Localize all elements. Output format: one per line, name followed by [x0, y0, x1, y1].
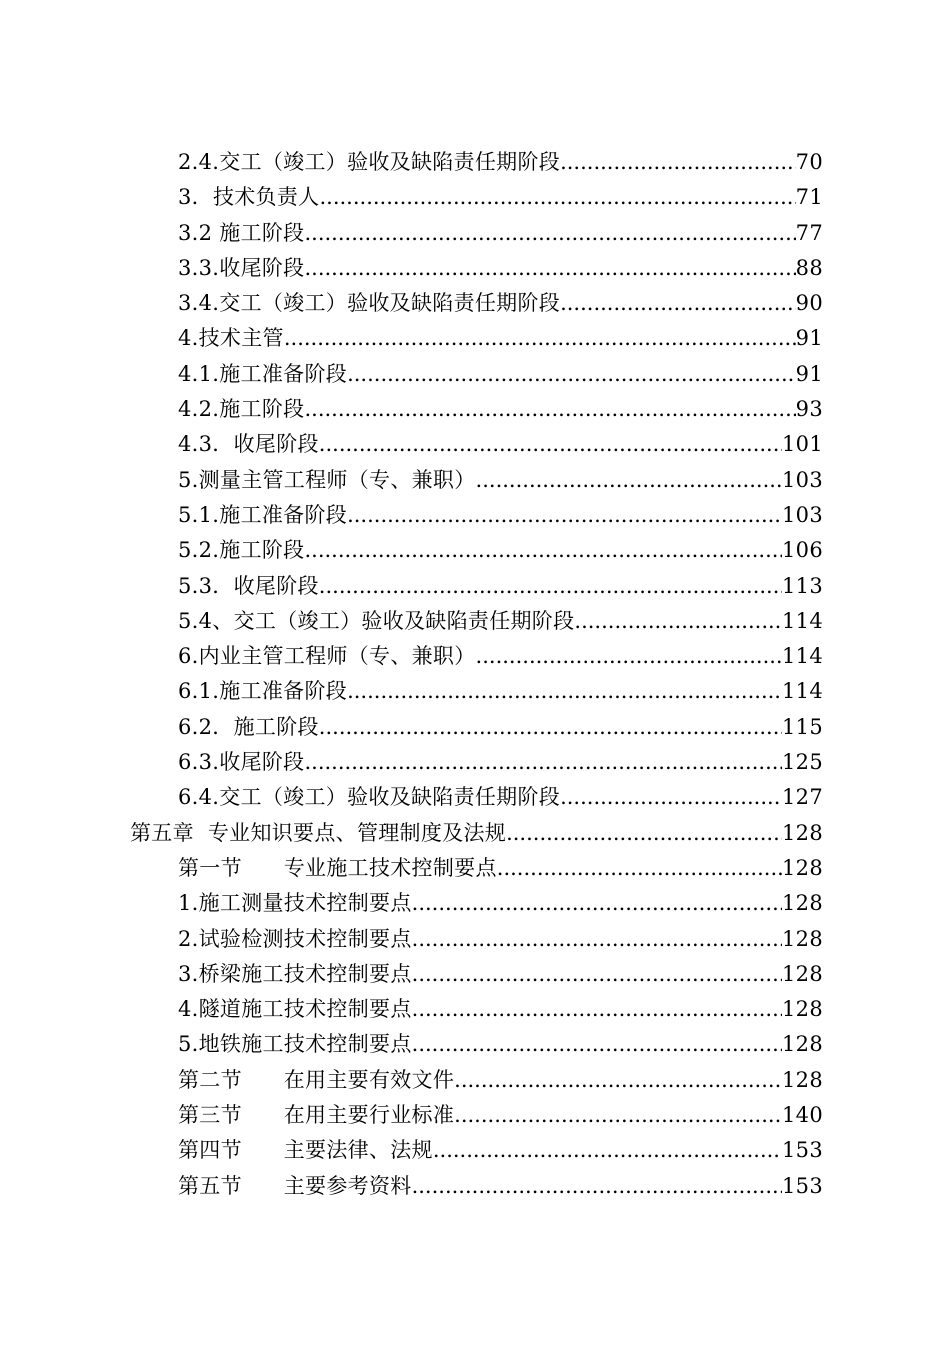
toc-entry-page: 127 [782, 785, 823, 810]
toc-entry-title: 6.4.交工（竣工）验收及缺陷责任期阶段 [178, 785, 561, 810]
toc-entry-page: 153 [782, 1138, 823, 1163]
toc-leader-dots [319, 427, 782, 462]
toc-entry[interactable] [0, 780, 823, 815]
toc-leader-dots [412, 886, 782, 921]
toc-entry-title: 第二节 在用主要有效文件 [178, 1067, 455, 1092]
toc-entry-page: 114 [782, 644, 823, 669]
toc-entry-title: 第一节 专业施工技术控制要点 [178, 855, 497, 880]
toc-entry-title: 5.测量主管工程师（专、兼职） [178, 467, 476, 492]
toc-entry-title: 4.3．收尾阶段 [178, 432, 319, 457]
toc-entry[interactable] [0, 180, 823, 215]
toc-leader-dots [412, 922, 782, 957]
toc-leader-dots [560, 145, 796, 180]
toc-leader-dots [347, 357, 796, 392]
toc-leader-dots [319, 710, 782, 745]
toc-leader-dots [412, 992, 782, 1027]
toc-leader-dots [476, 639, 782, 674]
toc-entry-title: 第四节 主要法律、法规 [178, 1138, 433, 1163]
toc-entry-page: 106 [782, 538, 823, 563]
toc-entry[interactable] [0, 357, 823, 392]
toc-entry-page: 153 [782, 1173, 823, 1198]
toc-entry-page: 91 [795, 326, 823, 351]
toc-leader-dots [574, 604, 782, 639]
toc-entry-page: 128 [782, 961, 823, 986]
toc-leader-dots [560, 286, 796, 321]
toc-entry[interactable] [0, 922, 823, 957]
toc-entry[interactable] [0, 427, 823, 462]
toc-entry-title: 3.2 施工阶段 [178, 220, 305, 245]
toc-entry-page: 71 [795, 185, 823, 210]
toc-entry-title: 6.内业主管工程师（专、兼职） [178, 644, 476, 669]
toc-entry-page: 128 [782, 855, 823, 880]
toc-leader-dots [304, 392, 795, 427]
toc-entry[interactable] [0, 886, 823, 921]
toc-entry-page: 128 [782, 891, 823, 916]
toc-entry-title: 第三节 在用主要行业标准 [178, 1103, 455, 1128]
toc-entry-page: 128 [782, 926, 823, 951]
toc-leader-dots [412, 1169, 782, 1204]
toc-leader-dots [319, 180, 795, 215]
toc-entry[interactable] [0, 1133, 823, 1168]
toc-entry-title: 3.桥梁施工技术控制要点 [178, 961, 412, 986]
toc-chapter-entry[interactable] [0, 816, 823, 851]
toc-entry-title: 5.4、交工（竣工）验收及缺陷责任期阶段 [178, 608, 575, 633]
toc-leader-dots [304, 216, 795, 251]
toc-leader-dots [476, 463, 782, 498]
toc-entry-title: 4.2.施工阶段 [178, 397, 305, 422]
toc-entry[interactable] [0, 710, 823, 745]
toc-entry-page: 88 [795, 255, 823, 280]
toc-leader-dots [433, 1133, 782, 1168]
toc-entry-page: 103 [782, 502, 823, 527]
toc-entry[interactable] [0, 1098, 823, 1133]
toc-entry[interactable] [0, 604, 823, 639]
toc-leader-dots [304, 745, 782, 780]
toc-entry[interactable] [0, 957, 823, 992]
toc-entry-title: 3.4.交工（竣工）验收及缺陷责任期阶段 [178, 291, 561, 316]
toc-entry-page: 70 [795, 150, 823, 174]
toc-entry-page: 128 [782, 820, 823, 845]
toc-entry[interactable] [0, 1169, 823, 1204]
toc-entry-title: 5.2.施工阶段 [178, 538, 305, 563]
toc-entry[interactable] [0, 745, 823, 780]
toc-entry[interactable] [0, 1027, 823, 1062]
toc-entry-page: 101 [782, 432, 823, 457]
toc-entry-page: 140 [782, 1103, 823, 1128]
toc-entry-page: 90 [795, 291, 823, 316]
toc-entry-title: 4.1.施工准备阶段 [178, 361, 348, 386]
toc-entry[interactable] [0, 498, 823, 533]
toc-entry-page: 91 [795, 361, 823, 386]
toc-entry-page: 128 [782, 1032, 823, 1057]
toc-entry-title: 2.4.交工（竣工）验收及缺陷责任期阶段 [178, 150, 561, 174]
toc-entry[interactable] [0, 851, 823, 886]
toc-entry-page: 125 [782, 750, 823, 775]
toc-entry[interactable] [0, 321, 823, 356]
toc-entry-page: 114 [782, 679, 823, 704]
toc-entry-title: 5.地铁施工技术控制要点 [178, 1032, 412, 1057]
toc-entry-title: 4.隧道施工技术控制要点 [178, 997, 412, 1022]
toc-leader-dots [454, 1098, 782, 1133]
toc-entry[interactable] [0, 992, 823, 1027]
toc-entry-page: 115 [782, 714, 823, 739]
toc-entry-page: 128 [782, 1067, 823, 1092]
toc-leader-dots [560, 780, 782, 815]
toc-entry[interactable] [0, 286, 823, 321]
toc-entry-page: 93 [795, 397, 823, 422]
toc-entry-page: 77 [795, 220, 823, 245]
toc-entry[interactable] [0, 463, 823, 498]
toc-entry[interactable] [0, 251, 823, 286]
toc-entry-title: 第五章 专业知识要点、管理制度及法规 [130, 820, 507, 845]
toc-entry-page: 103 [782, 467, 823, 492]
toc-entry-title: 3．技术负责人 [178, 185, 320, 210]
table-of-contents [0, 145, 950, 1204]
toc-entry[interactable] [0, 569, 823, 604]
toc-entry-title: 1.施工测量技术控制要点 [178, 891, 412, 916]
toc-entry-title: 2.试验检测技术控制要点 [178, 926, 412, 951]
toc-leader-dots [454, 1063, 782, 1098]
toc-entry[interactable] [0, 145, 823, 180]
toc-entry-title: 6.1.施工准备阶段 [178, 679, 348, 704]
toc-leader-dots [319, 569, 782, 604]
toc-entry[interactable] [0, 533, 823, 568]
toc-entry-title: 6.2．施工阶段 [178, 714, 319, 739]
toc-entry[interactable] [0, 216, 823, 251]
toc-entry-title: 3.3.收尾阶段 [178, 255, 305, 280]
toc-leader-dots [412, 957, 782, 992]
toc-entry-page: 113 [782, 573, 823, 598]
toc-leader-dots [506, 816, 782, 851]
toc-entry-page: 114 [782, 608, 823, 633]
toc-leader-dots [497, 851, 782, 886]
toc-leader-dots [284, 321, 796, 356]
toc-entry[interactable] [0, 639, 823, 674]
toc-leader-dots [347, 498, 782, 533]
toc-leader-dots [347, 674, 782, 709]
toc-leader-dots [412, 1027, 782, 1062]
toc-entry-title: 6.3.收尾阶段 [178, 750, 305, 775]
toc-entry-title: 第五节 主要参考资料 [178, 1173, 412, 1198]
toc-entry-title: 5.1.施工准备阶段 [178, 502, 348, 527]
toc-entry[interactable] [0, 392, 823, 427]
toc-leader-dots [304, 533, 782, 568]
toc-entry[interactable] [0, 674, 823, 709]
toc-entry[interactable] [0, 1063, 823, 1098]
toc-entry-page: 128 [782, 997, 823, 1022]
toc-leader-dots [304, 251, 795, 286]
toc-entry-title: 4.技术主管 [178, 326, 284, 351]
toc-entry-title: 5.3．收尾阶段 [178, 573, 319, 598]
